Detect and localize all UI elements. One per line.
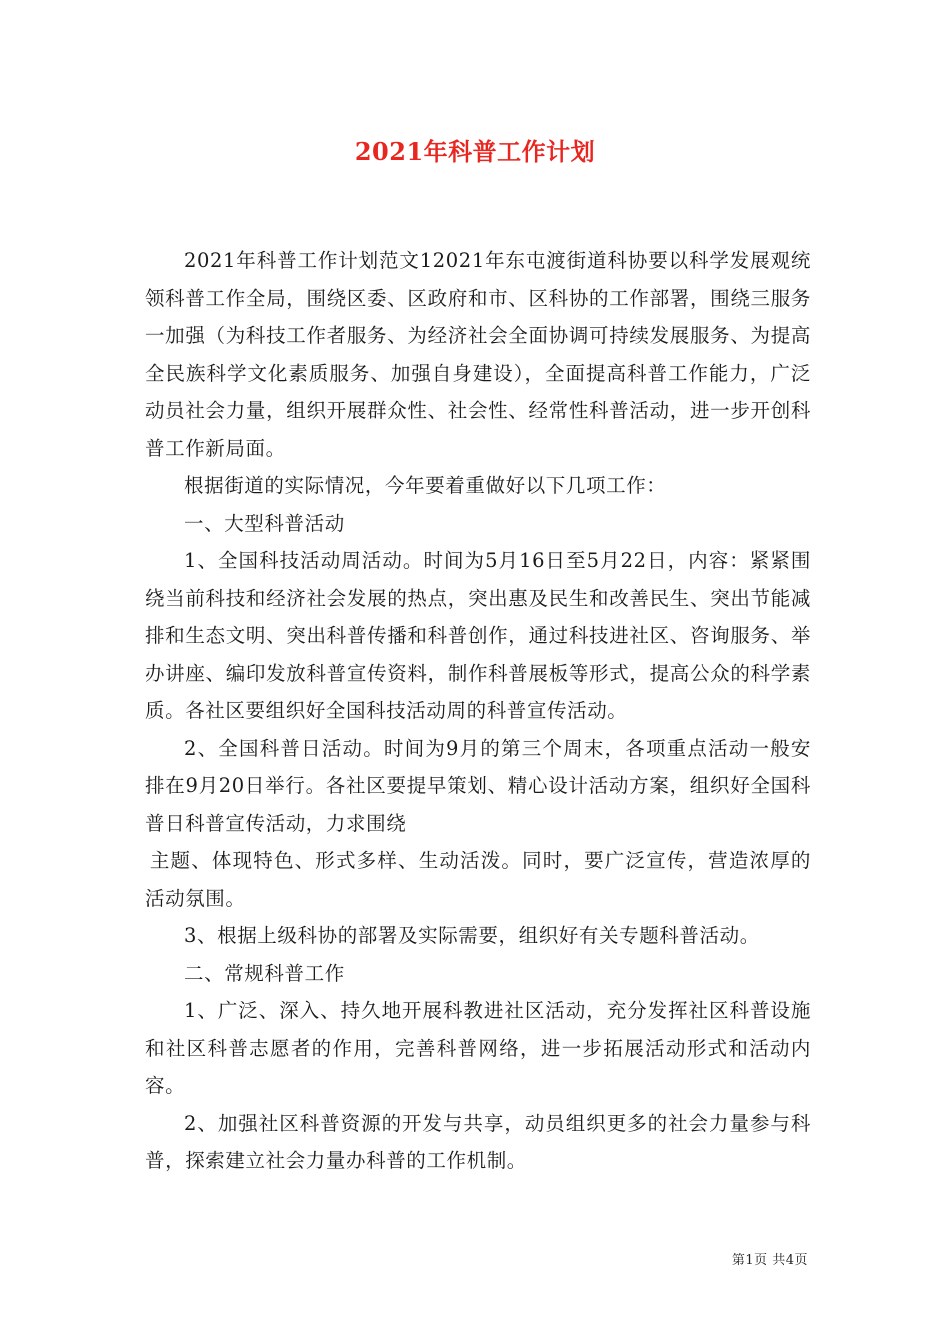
paragraph-resource-sharing: 2、加强社区科普资源的开发与共享，动员组织更多的社会力量参与科普，探索建立社会力量办科普的工作机制。 <box>145 1111 811 1172</box>
section-heading-large-activities: 一、大型科普活动 <box>184 511 345 535</box>
paragraph-tech-week: 1、全国科技活动周活动。时间为5月16日至5月22日，内容：紧紧围绕当前科技和经济社会发展的热点，突出惠及民生和改善民生、突出节能减排和生态文明、突出科普传播和科普创作，通过科技进社区、咨询服务、举办讲座、编印发放科普宣传资料，制作科普展板等形式，提高公众的科学素质。各社区要组织好全国科技活动周的科普宣传活动。 <box>145 549 811 722</box>
document-title: 2021年科普工作计划 <box>354 137 596 166</box>
paragraph-overview: 根据街道的实际情况，今年要着重做好以下几项工作： <box>184 474 667 497</box>
document-body <box>145 242 811 1180</box>
paragraph-community-education: 1、广泛、深入、持久地开展科教进社区活动，充分发挥社区科普设施和社区科普志愿者的作用，完善科普网络，进一步拓展活动形式和活动内容。 <box>145 999 811 1097</box>
paragraph-intro: 2021年科普工作计划范文12021年东屯渡街道科协要以科学发展观统领科普工作全局，围绕区委、区政府和市、区科协的工作部署，围绕三服务一加强（为科技工作者服务、为经济社会全面协调可持续发展服务、为提高全民族科学文化素质服务、加强自身建设），全面提高科普工作能力，广泛动员社会力量，组织开展群众性、社会性、经常性科普活动，进一步开创科普工作新局面。 <box>145 249 811 460</box>
page-number: 第1页 共4页 <box>731 1253 808 1268</box>
paragraph-science-day-continued: 主题、体现特色、形式多样、生动活泼。同时，要广泛宣传，营造浓厚的活动氛围。 <box>145 849 811 910</box>
section-heading-routine-work: 二、常规科普工作 <box>184 961 345 985</box>
paragraph-science-day: 2、全国科普日活动。时间为9月的第三个周末，各项重点活动一般安排在9月20日举行。各社区要提早策划、精心设计活动方案，组织好全国科普日科普宣传活动，力求围绕 <box>145 736 811 835</box>
paragraph-special-activities: 3、根据上级科协的部署及实际需要，组织好有关专题科普活动。 <box>184 924 760 947</box>
